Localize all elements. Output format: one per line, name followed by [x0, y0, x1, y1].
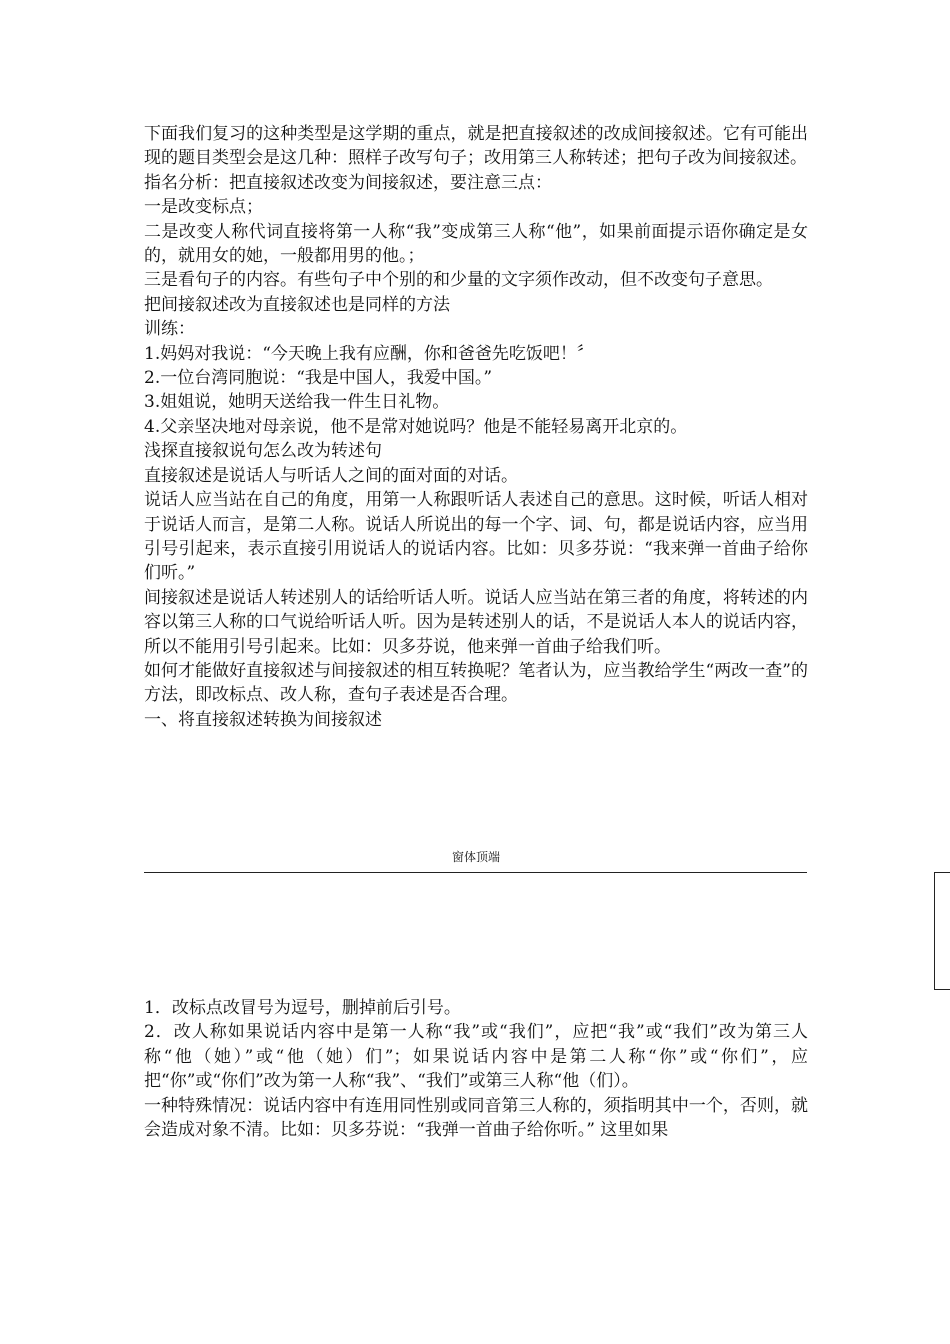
paragraph-intro: 下面我们复习的这种类型是这学期的重点，就是把直接叙述的改成间接叙述。它有可能出现的题目类型会是这几种：照样子改写句子；改用第三人称转述；把句子改为间接叙述。 [144, 124, 808, 169]
document-body-continued [144, 996, 808, 1142]
paragraph-training-heading: 训练： [144, 319, 195, 340]
exercise-item-3: 3.姐姐说，她明天送给我一件生日礼物。 [144, 392, 450, 413]
exercise-item-4: 4.父亲坚决地对母亲说，他不是常对她说吗？他是不能轻易离开北京的。 [144, 416, 688, 437]
paragraph-point-2: 二是改变人称代词直接将第一人称“我”变成第三人称“他”，如果前面提示语你确定是女的，就用女的她，一般都用男的他。； [144, 221, 808, 267]
paragraph-point-3: 三是看句子的内容。有些句子中个别的和少量的文字须作改动，但不改变句子意思。 [144, 270, 773, 291]
rule-item-2: 2．改人称如果说话内容中是第一人称“我”或“我们”，应把“我”或“我们”改为第三人称“他（她）”或“他（她）们”；如果说话内容中是第二人称“你”或“你们”，应把“你”或“你们”改为第一人称“我”、“我们”或第三人称“他（们）。 [144, 1022, 808, 1092]
paragraph-direct-definition: 直接叙述是说话人与听话人之间的面对面的对话。 [144, 465, 518, 486]
paragraph-direct-explanation: 说话人应当站在自己的角度，用第一人称跟听话人表述自己的意思。这时候，听话人相对于说话人而言，是第二人称。说话人所说出的每一个字、词、句，都是说话内容，应当用引号引起来，表示直接引用说话人的说话内容。比如：贝多芬说：“我来弹一首曲子给你们听。” [144, 490, 808, 584]
paragraph-point-1: 一是改变标点； [144, 197, 263, 218]
paragraph-indirect-explanation: 间接叙述是说话人转述别人的话给听话人听。说话人应当站在第三者的角度，将转述的内容以第三人称的口气说给听话人听。因为是转述别人的话，不是说话人本人的说话内容，所以不能用引号引起来。比如：贝多芬说，他来弹一首曲子给我们听。 [144, 587, 808, 657]
subsection-heading: 一、将直接叙述转换为间接叙述 [144, 709, 382, 730]
form-field-box [934, 872, 950, 990]
form-top-label: 窗体顶端 [451, 850, 500, 864]
exercise-item-1: 1.妈妈对我说：“今天晚上我有应酬，你和爸爸先吃饭吧！〞 [144, 343, 594, 364]
rule-item-1: 1．改标点改冒号为逗号，删掉前后引号。 [144, 998, 461, 1018]
form-top-divider [144, 872, 807, 873]
exercise-item-2: 2.一位台湾同胞说：“我是中国人，我爱中国。” [144, 368, 493, 389]
document-body [144, 122, 808, 732]
paragraph-reverse: 把间接叙述改为直接叙述也是同样的方法 [144, 294, 450, 315]
paragraph-special-case: 一种特殊情况：说话内容中有连用同性别或同音第三人称的，须指明其中一个，否则，就会造成对象不清。比如：贝多芬说：“我弹一首曲子给你听。” 这里如果 [144, 1095, 808, 1141]
section-heading: 浅探直接叙说句怎么改为转述句 [144, 441, 382, 462]
paragraph-method: 如何才能做好直接叙述与间接叙述的相互转换呢？笔者认为，应当教给学生“两改一查”的方法，即改标点、改人称，查句子表述是否合理。 [144, 660, 808, 706]
paragraph-analysis: 指名分析：把直接叙述改变为间接叙述，要注意三点： [144, 172, 552, 193]
